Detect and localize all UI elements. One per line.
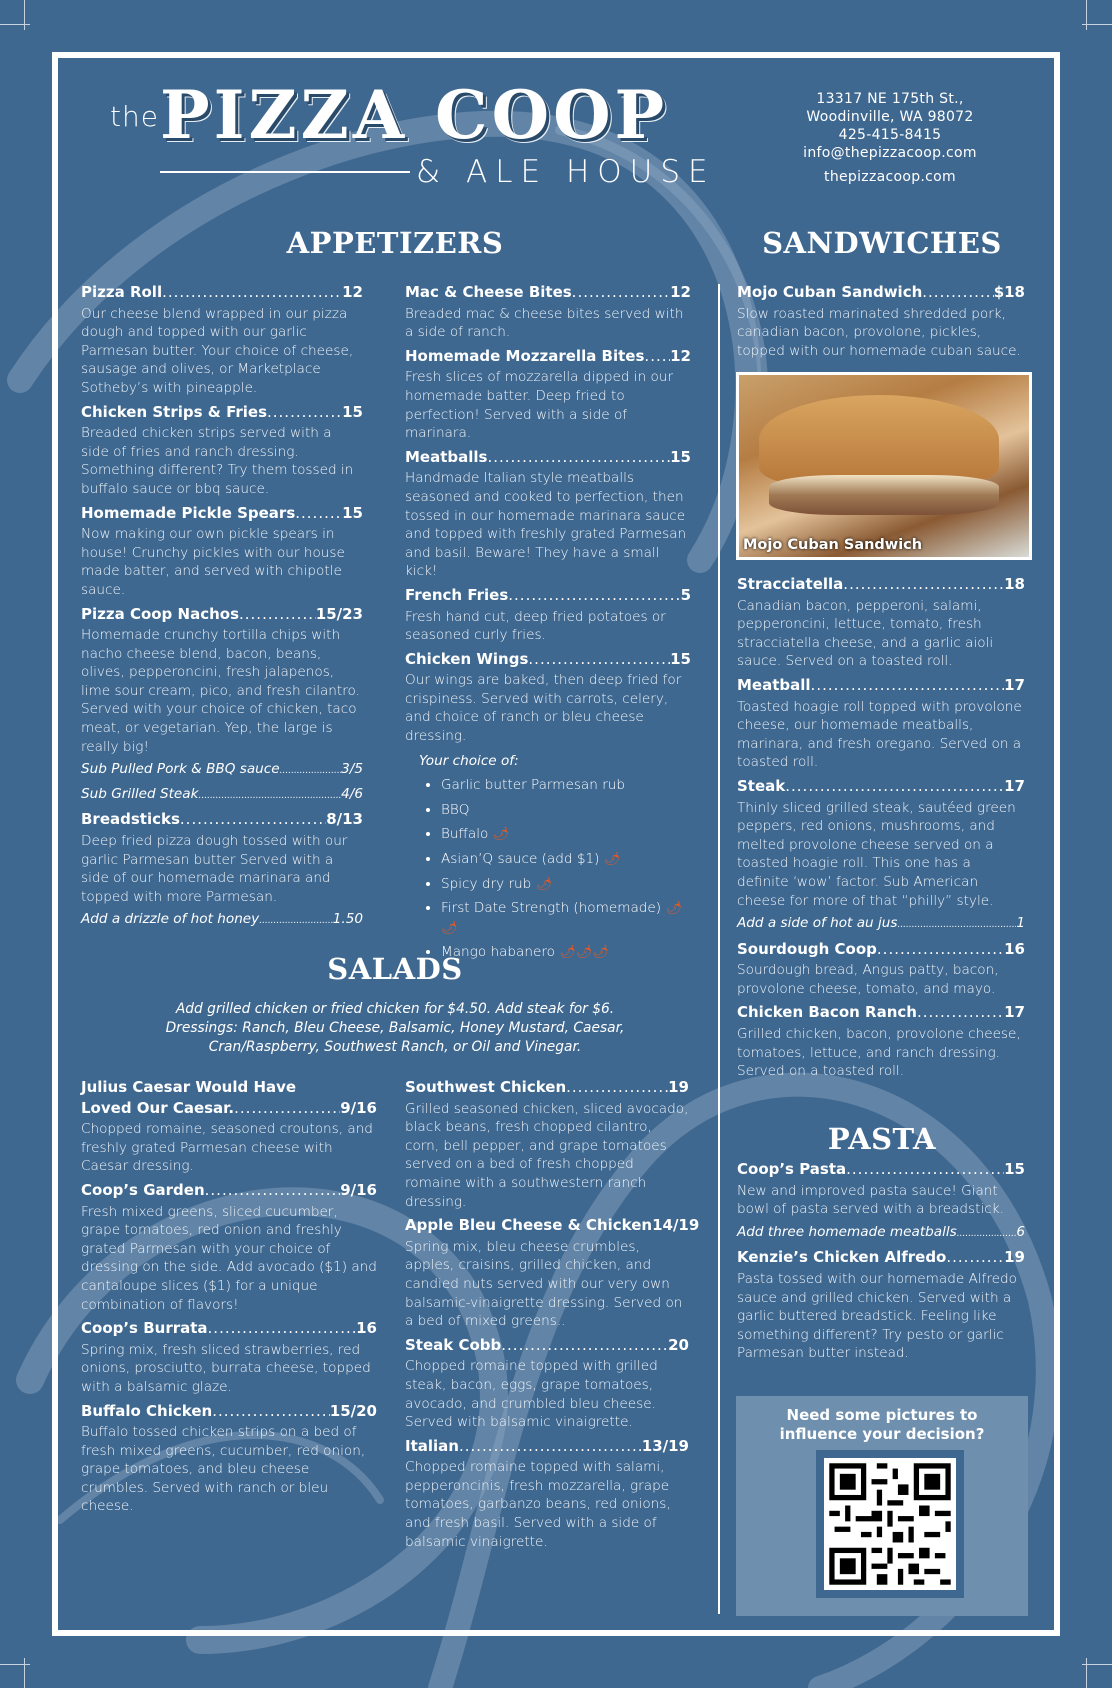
item-name: Pizza Roll — [81, 283, 163, 301]
item-price: 12 — [670, 283, 691, 301]
list-item: • BBQ — [441, 801, 691, 821]
menu-item — [81, 403, 363, 499]
menu-item — [81, 1319, 377, 1396]
menu-item — [81, 1078, 377, 1176]
item-description: Fresh slices of mozzarella dipped in our homemade batter. Deep fried to perfection! Served with a side of marinara. — [405, 369, 674, 442]
item-name: Coop’s Pasta — [737, 1160, 847, 1178]
sandwiches-heading: SANDWICHES — [762, 226, 1002, 260]
pepper-icon: 🌶 — [535, 876, 553, 892]
item-name: Sourdough Coop — [737, 939, 877, 958]
menu-item — [737, 777, 1025, 935]
item-price: 12 — [342, 283, 363, 301]
website-link[interactable]: thepizzacoop.com — [824, 169, 956, 185]
salads-intro: Add grilled chicken or fried chicken for $4.50. Add steak for $6. Dressings: Ranch, Bleu Cheese, Balsamic, Honey Mustard, Caesar, Cran/Raspberry, Southwest Ranch, or Oil and Vinegar. — [165, 1001, 625, 1055]
add-on-note: Add three homemade meatballs ..... 6 — [737, 1223, 1025, 1244]
pepper-icon: 🌶🌶🌶 — [559, 945, 609, 961]
menu-item — [737, 1003, 1025, 1080]
list-item: • First Date Strength (homemade) 🌶🌶 — [441, 899, 691, 938]
item-name: Kenzie’s Chicken Alfredo — [737, 1248, 947, 1267]
item-price: 17 — [1004, 776, 1025, 795]
menu-item — [405, 283, 691, 342]
item-price: 15/20 — [329, 1401, 377, 1420]
address-line-1: 13317 NE 175th St., — [816, 91, 964, 107]
sandwiches-column-lower — [737, 570, 1025, 1083]
menu-item — [405, 347, 691, 443]
list-item: • Garlic butter Parmesan rub — [441, 776, 691, 796]
wing-choice-title: Your choice of: — [419, 752, 519, 769]
qr-caption: Need some pictures to influence your decision? — [779, 1406, 985, 1443]
menu-item — [737, 1248, 1025, 1363]
item-name: Steak Cobb — [405, 1335, 502, 1354]
item-description: Our cheese blend wrapped in our pizza dough and topped with our garlic Parmesan butter. Your choice of cheese, sausage and olives, or Marketplace Sotheby’s with pineapple. — [81, 305, 354, 396]
list-item: • Mango habanero 🌶🌶🌶 — [441, 943, 691, 963]
menu-item — [81, 605, 363, 806]
item-description: Grilled seasoned chicken, sliced avocado, black beans, fresh chopped cilantro, corn, bell pepper, and grape tomatoes served on a bed of fresh chopped romaine with a southwestern ranch dressing. — [405, 1100, 689, 1210]
item-name: Apple Bleu Cheese & Chicken — [405, 1216, 653, 1235]
contact-block — [770, 90, 1010, 186]
item-price: 12 — [670, 346, 691, 365]
add-on-note: Add a drizzle of hot honey ..... 1.50 — [81, 910, 363, 931]
item-name: Meatballs — [405, 447, 488, 466]
salads-left-column — [81, 1078, 377, 1518]
salads-heading: SALADS — [327, 952, 463, 986]
menu-item — [405, 1216, 700, 1331]
pasta-heading: PASTA — [827, 1122, 937, 1156]
menu-item — [81, 810, 363, 931]
item-description: New and improved pasta sauce! Giant bowl of pasta served with a breadstick. — [737, 1182, 1004, 1218]
item-name: French Fries — [405, 585, 509, 604]
item-description: Chopped romaine, seasoned croutons, and freshly grated Parmesan cheese with Caesar dressing. — [81, 1121, 373, 1175]
item-price: 15 — [1004, 1160, 1025, 1178]
pepper-icon: 🌶 — [492, 827, 510, 843]
menu-item — [737, 940, 1025, 999]
item-description: Spring mix, bleu cheese crumbles, apples, craisins, grilled chicken, and candied nuts served with our very own balsamic-vinaigrette dressing. Served on a bed of mixed greens.. — [405, 1238, 683, 1330]
column-divider — [718, 284, 720, 1614]
appetizers-right-column — [405, 278, 691, 968]
menu-item — [737, 283, 1025, 360]
item-description: Our wings are baked, then deep fried for crispiness. Served with carrots, celery, and choice of ranch or bleu cheese dressing. — [405, 672, 682, 745]
menu-item — [737, 676, 1025, 772]
menu-item — [737, 575, 1025, 671]
item-description: Handmade Italian style meatballs seasoned and cooked to perfection, then tossed in our homemade marinara sauce and topped with freshly grated Parmesan and basil. Beware! They have a small kick! — [405, 470, 687, 580]
pepper-icon: 🌶🌶 — [441, 901, 682, 936]
item-description: Buffalo tossed chicken strips on a bed of fresh mixed greens, cucumber, red onion, grape tomatoes, and bleu cheese crumbles. Served with ranch or bleu cheese. — [81, 1424, 366, 1515]
item-price: 15 — [342, 402, 363, 421]
item-name: Chicken Wings — [405, 649, 529, 668]
item-description: Toasted hoagie roll topped with provolone cheese, our homemade meatballs, marinara, and fresh oregano. Served on a toasted roll. — [737, 698, 1022, 771]
menu-item — [81, 1402, 377, 1517]
sandwiches-column — [737, 278, 1025, 362]
item-name: Coop’s Garden — [81, 1180, 205, 1199]
item-description: Slow roasted marinated shredded pork, canadian bacon, provolone, pickles, topped with our homemade cuban sauce. — [737, 305, 1021, 359]
item-price: 16 — [1004, 939, 1025, 958]
item-name: Coop’s Burrata — [81, 1319, 208, 1338]
item-price: 19 — [1004, 1248, 1025, 1267]
item-description: Chopped romaine topped with salami, pepperoncinis, fresh mozzarella, grape tomatoes, garbanzo beans, red onions, and fresh basil. Served with a side of balsamic vinaigrette. — [405, 1459, 671, 1550]
item-description: Thinly sliced grilled steak, sautéed green peppers, red onions, mushrooms, and melted provolone cheese served on a toasted hoagie roll. This one has a definite ‘wow’ factor. Sub American cheese for more of that “philly” style. — [737, 799, 1016, 909]
phone-number[interactable]: 425-415-8415 — [838, 127, 942, 143]
item-price: 18 — [1004, 575, 1025, 593]
item-price: 15 — [670, 649, 691, 668]
item-description: Chopped romaine topped with grilled steak, bacon, eggs, grape tomatoes, avocado, and crumbled bleu cheese. Served with balsamic vinaigrette. — [405, 1358, 658, 1431]
item-price: 19 — [668, 1078, 689, 1096]
photo-caption: Mojo Cuban Sandwich — [743, 537, 923, 553]
item-name: Julius Caesar Would Have — [81, 1078, 297, 1096]
item-name: Mac & Cheese Bites — [405, 283, 572, 301]
item-description: Now making our own pickle spears in house! Crunchy pickles with our house made batter, and served with chipotle sauce. — [81, 526, 345, 598]
item-price: 13/19 — [641, 1436, 689, 1455]
menu-item — [81, 504, 363, 600]
qr-code-icon[interactable] — [824, 1458, 956, 1590]
list-item: • Spicy dry rub 🌶 — [441, 875, 691, 895]
item-name: Meatball — [737, 675, 811, 694]
logo-the: the — [110, 100, 159, 133]
item-description: Spring mix, fresh sliced strawberries, red onions, prosciutto, burrata cheese, topped with a balsamic glaze. — [81, 1341, 371, 1395]
item-price: 15 — [342, 503, 363, 522]
appetizers-heading: APPETIZERS — [286, 226, 504, 260]
item-price: 15 — [670, 447, 691, 466]
logo-subtitle: & ALE HOUSE — [416, 154, 716, 190]
item-price: 17 — [1004, 1003, 1025, 1022]
item-name: Mojo Cuban Sandwich — [737, 283, 923, 301]
item-price: 8/13 — [326, 810, 363, 829]
item-description: Fresh mixed greens, sliced cucumber, grape tomatoes, red onion and freshly grated Parmesan with your choice of dressing on the side. Add avocado ($1) and cantaloupe slices ($1) for a unique combination of flavors! — [81, 1203, 377, 1313]
item-name: Chicken Bacon Ranch — [737, 1003, 917, 1022]
item-price: 16 — [356, 1319, 377, 1338]
wing-sauce-list — [405, 776, 691, 963]
salads-right-column — [405, 1078, 700, 1553]
item-price: 15/23 — [315, 604, 363, 623]
item-name: Stracciatella — [737, 575, 844, 593]
appetizers-left-column — [81, 278, 363, 935]
item-description: Deep fried pizza dough tossed with our garlic Parmesan butter Served with a side of our homemade marinara and topped with more Parmesan. — [81, 833, 348, 905]
item-description: Pasta tossed with our homemade Alfredo sauce and grilled chicken. Served with a garlic buttered breadstick. Feeling like something different? Try pesto or garlic Parmesan butter instead. — [737, 1270, 1017, 1362]
add-on-note: Sub Grilled Steak ..... 4/6 — [81, 785, 363, 806]
logo-rule — [160, 171, 410, 173]
item-price: 17 — [1004, 675, 1025, 694]
menu-item — [405, 1078, 689, 1211]
address-line-2: Woodinville, WA 98072 — [806, 109, 974, 125]
item-name: Steak — [737, 776, 786, 795]
menu-item — [405, 1336, 689, 1432]
item-description: Fresh hand cut, deep fried potatoes or seasoned curly fries. — [405, 608, 666, 644]
item-name: Pizza Coop Nachos — [81, 604, 239, 623]
item-price: 5 — [680, 585, 691, 604]
item-name: Homemade Mozzarella Bites — [405, 346, 645, 365]
list-item: • Buffalo 🌶 — [441, 825, 691, 845]
list-item: • Asian’Q sauce (add $1) 🌶 — [441, 850, 691, 870]
item-name-line-2: Loved Our Caesar. — [81, 1098, 235, 1117]
menu-item — [81, 283, 363, 398]
item-name: Chicken Strips & Fries — [81, 402, 267, 421]
menu-item — [737, 1160, 1025, 1243]
add-on-note: Sub Pulled Pork & BBQ sauce ..... 3/5 — [81, 760, 363, 781]
email-link[interactable]: info@thepizzacoop.com — [803, 145, 977, 161]
item-description: Canadian bacon, pepperoni, salami, pepperoncini, lettuce, tomato, fresh stracciatella cheese, and a garlic aioli sauce. Served on a toasted roll. — [737, 597, 994, 670]
add-on-note: Add a side of hot au jus ..... 1 — [737, 914, 1025, 935]
item-description: Breaded chicken strips served with a side of fries and ranch dressing. Something different? Try them tossed in buffalo sauce or bbq sauce. — [81, 425, 354, 497]
item-price: 9/16 — [340, 1098, 377, 1117]
item-description: Grilled chicken, bacon, provolone cheese, tomatoes, lettuce, and ranch dressing. Served on a toasted roll. — [737, 1026, 1021, 1080]
item-price: 20 — [668, 1335, 689, 1354]
item-name: Homemade Pickle Spears — [81, 503, 296, 522]
menu-item — [405, 1437, 689, 1552]
menu-item — [405, 586, 691, 645]
item-name: Southwest Chicken — [405, 1078, 567, 1096]
item-name: Buffalo Chicken — [81, 1401, 213, 1420]
qr-frame — [816, 1450, 964, 1598]
item-name: Italian — [405, 1436, 459, 1455]
item-price: 9/16 — [340, 1180, 377, 1199]
menu-item — [405, 650, 691, 963]
menu-item — [405, 448, 691, 581]
item-description: Homemade crunchy tortilla chips with nacho cheese blend, bacon, beans, olives, pepperoncini, fresh jalapenos, lime sour cream, pico, and fresh cilantro. Served with your choice of chicken, taco meat, or vegetarian. Yep, the large is really big! — [81, 627, 360, 755]
item-price: $18 — [993, 283, 1025, 301]
sandwich-photo — [736, 372, 1032, 560]
logo-title: PIZZA COOP — [160, 76, 669, 154]
item-description: Sourdough bread, Angus patty, bacon, provolone cheese, tomato, and mayo. — [737, 962, 999, 997]
menu-item — [81, 1181, 377, 1314]
pepper-icon: 🌶 — [603, 852, 621, 868]
item-price: 14/19 — [652, 1216, 700, 1235]
item-name: Breadsticks — [81, 810, 180, 829]
pasta-column — [737, 1160, 1025, 1365]
item-description: Breaded mac & cheese bites served with a side of ranch. — [405, 305, 684, 341]
qr-panel — [736, 1396, 1028, 1616]
